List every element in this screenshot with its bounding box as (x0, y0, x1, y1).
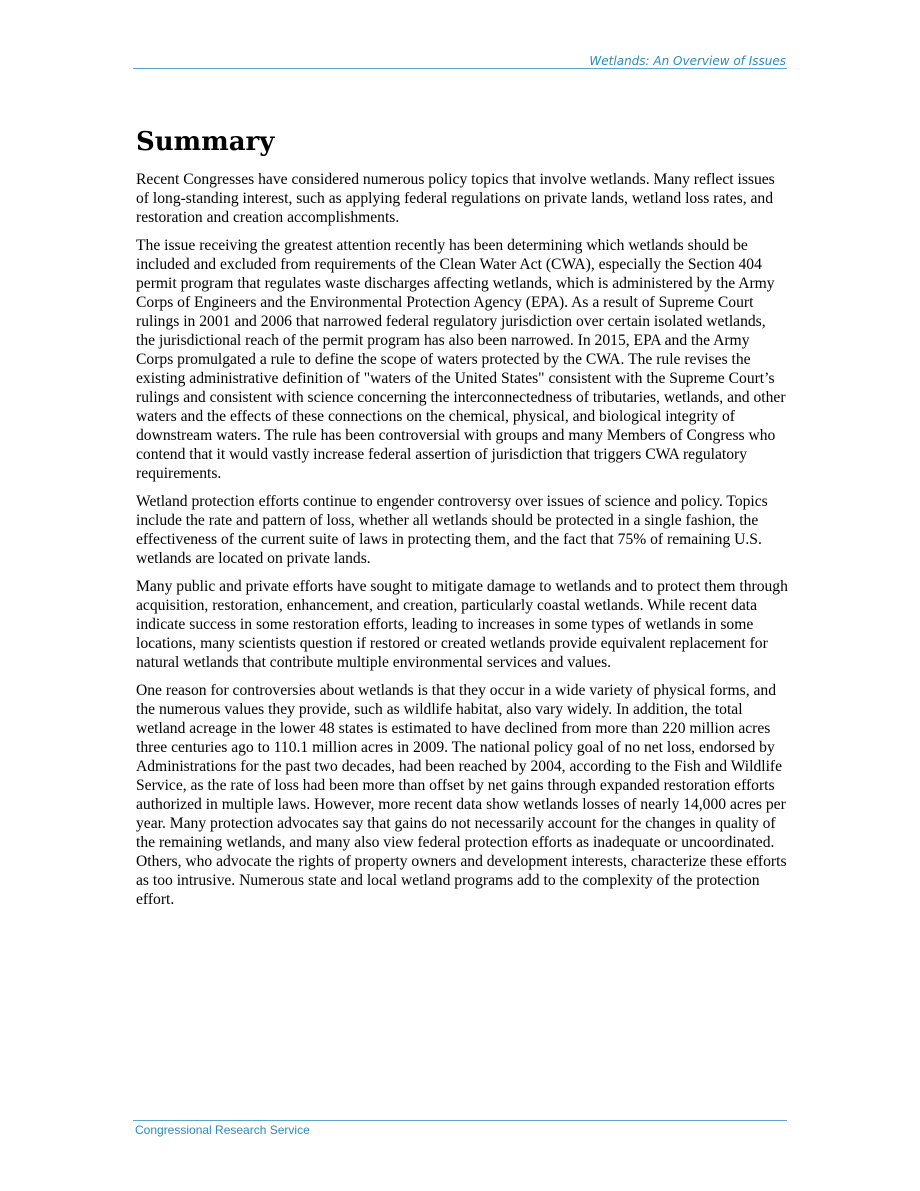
summary-paragraph-4: Many public and private efforts have sought to mitigate damage to wetlands and to protect them through acquisition, restoration, enhancement, and creation, particularly coastal wetlands. While recent data indicate success in some restoration efforts, leading to increases in some types of wetlands in some locations, many scientists question if restored or created wetlands provide equivalent replacement for natural wetlands that contribute multiple environmental services and values. (136, 578, 788, 671)
footer-publisher: Congressional Research Service (135, 1123, 310, 1137)
section-heading: Summary (136, 127, 275, 157)
summary-section (136, 122, 788, 918)
header-divider (133, 68, 787, 69)
summary-paragraph-5: One reason for controversies about wetlands is that they occur in a wide variety of physical forms, and the numerous values they provide, such as wildlife habitat, also vary widely. In addition, the total wetland acreage in the lower 48 states is estimated to have declined from more than 220 million acres three centuries ago to 110.1 million acres in 2009. The national policy goal of no net loss, endorsed by Administrations for the past two decades, had been reached by 2004, according to the Fish and Wildlife Service, as the rate of loss had been more than offset by net gains through expanded restoration efforts authorized in multiple laws. However, more recent data show wetlands losses of nearly 14,000 acres per year. Many protection advocates say that gains do not necessarily account for the changes in quality of the remaining wetlands, and many also view federal protection efforts as inadequate or uncoordinated. Others, who advocate the rights of property owners and development interests, characterize these efforts as too intrusive. Numerous state and local wetland programs add to the complexity of the protection effort. (136, 682, 787, 908)
summary-paragraph-1: Recent Congresses have considered numerous policy topics that involve wetlands. Many reflect issues of long-standing interest, such as applying federal regulations on private lands, wetland loss rates, and restoration and creation accomplishments. (136, 171, 775, 226)
footer-divider (133, 1120, 787, 1121)
summary-paragraph-3: Wetland protection efforts continue to engender controversy over issues of science and policy. Topics include the rate and pattern of loss, whether all wetlands should be protected in a single fashion, the effectiveness of the current suite of laws in protecting them, and the fact that 75% of remaining U.S. wetlands are located on private lands. (136, 493, 768, 567)
running-header-title: Wetlands: An Overview of Issues (589, 54, 786, 68)
summary-paragraph-2: The issue receiving the greatest attention recently has been determining which wetlands should be included and excluded from requirements of the Clean Water Act (CWA), especially the Section 404 permit program that regulates waste discharges affecting wetlands, which is administered by the Army Corps of Engineers and the Environmental Protection Agency (EPA). As a result of Supreme Court rulings in 2001 and 2006 that narrowed federal regulatory jurisdiction over certain isolated wetlands, the jurisdictional reach of the permit program has also been narrowed. In 2015, EPA and the Army Corps promulgated a rule to define the scope of waters protected by the CWA. The rule revises the existing administrative definition of "waters of the United States" consistent with the Supreme Court’s rulings and consistent with science concerning the interconnectedness of tributaries, wetlands, and other waters and the effects of these connections on the chemical, physical, and biological integrity of downstream waters. The rule has been controversial with groups and many Members of Congress who contend that it would vastly increase federal assertion of jurisdiction that triggers CWA regulatory requirements. (136, 237, 786, 482)
